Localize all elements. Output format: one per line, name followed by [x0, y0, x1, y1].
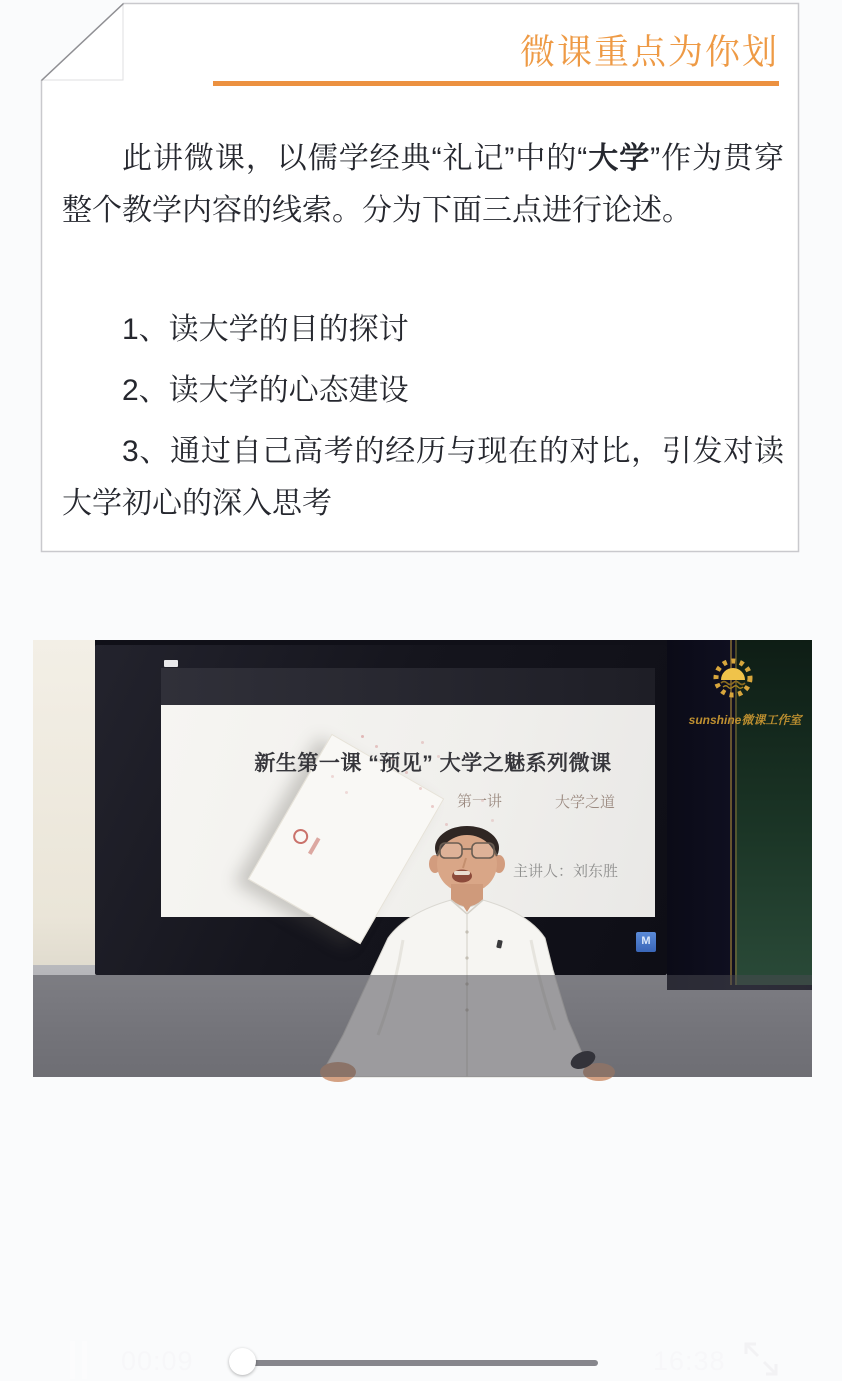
plum-dots-decoration [361, 735, 364, 738]
course-points-list [62, 295, 784, 530]
list-item: 2、读大学的心态建设 [122, 374, 409, 407]
sunshine-logo-icon [711, 656, 755, 704]
slide-presenter-name: 主讲人：刘东胜 [513, 863, 619, 880]
slide-title: 新生第一课 “预见” 大学之魅系列微课 [254, 752, 612, 775]
monitor-badge-icon: M [636, 932, 656, 952]
screen-reflection-band [161, 668, 655, 705]
paragraph-text-pre: 此讲微课，以儒学经典“礼记”中的“ [122, 142, 588, 175]
course-intro-paragraph [62, 133, 784, 237]
video-player[interactable] [33, 640, 812, 1376]
list-item: 3、通过自己高考的经历与现在的对比，引发对读大学初心的深入思考 [62, 435, 784, 520]
progress-track [233, 1360, 598, 1366]
current-time: 00:09 [121, 1346, 194, 1376]
list-item: 1、读大学的目的探讨 [122, 313, 409, 346]
classroom-wall [33, 640, 95, 985]
slide-lecture-title: 大学之道 [555, 794, 616, 811]
slide-lecture-number: 第一讲 [457, 793, 503, 810]
watermark-text: sunshine微课工作室 [688, 713, 802, 727]
video-controls-bar [33, 975, 812, 1376]
paragraph-text-post: ”作为贯穿整个教学内容的线索。分为下面三点进行论述。 [62, 142, 784, 227]
paragraph-text-bold: 大学 [587, 142, 651, 175]
progress-bar[interactable] [233, 1352, 598, 1372]
fullscreen-icon[interactable] [739, 1337, 783, 1381]
course-summary-card [41, 3, 800, 552]
title-underline [213, 81, 779, 86]
screen-tag [164, 660, 178, 667]
card-title: 微课重点为你划 [519, 33, 779, 72]
pause-icon[interactable] [61, 1335, 97, 1381]
progress-knob[interactable] [229, 1348, 256, 1375]
duration: 16:38 [653, 1346, 726, 1376]
